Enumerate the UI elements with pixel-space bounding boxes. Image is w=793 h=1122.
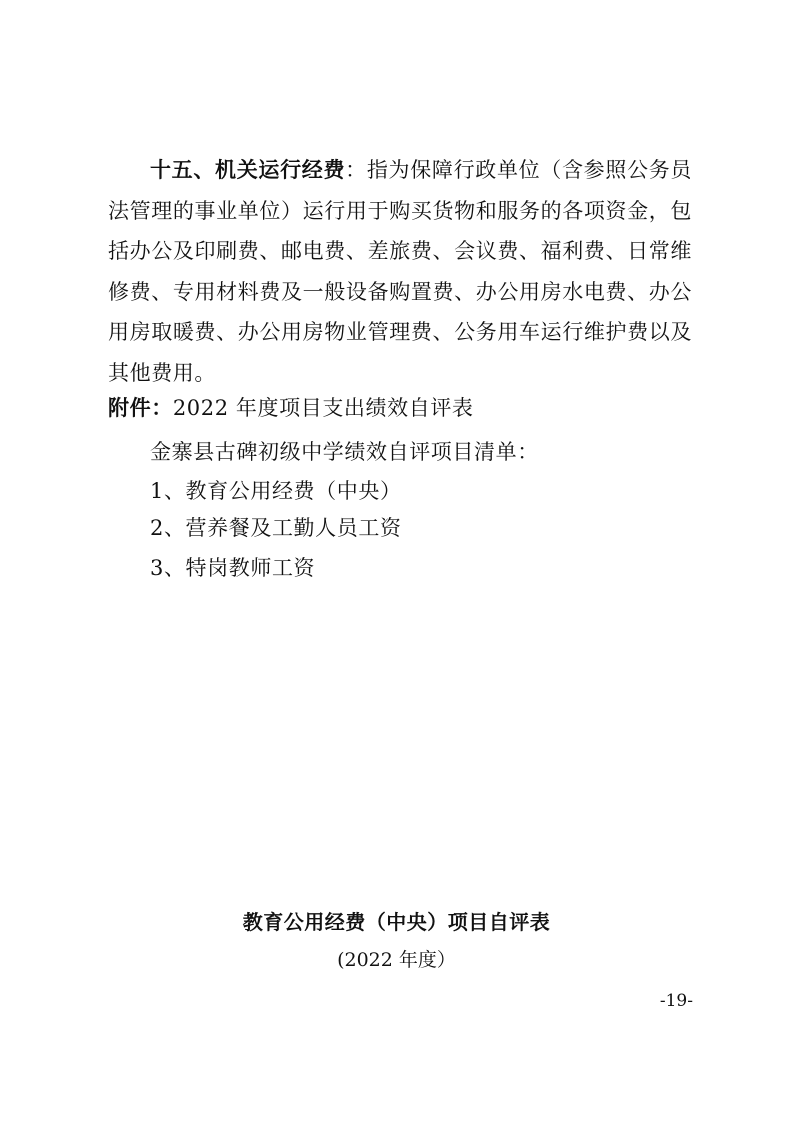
table-subtitle: (2022 年度） [337,949,456,971]
attachment-label: 附件： [108,395,173,420]
paragraph-colon: ： [345,158,367,182]
list-item: 3、特岗教师工资 [150,556,316,580]
project-list-intro: 金寨县古碑初级中学绩效自评项目清单： [150,440,539,464]
attachment-text: 2022 年度项目支出绩效自评表 [172,396,474,420]
list-item: 1、教育公用经费（中央） [150,479,402,503]
page-number: -19- [659,991,693,1011]
expense-definition-paragraph [108,150,692,393]
paragraph-heading: 十五、机关运行经费 [150,157,346,182]
list-item: 2、营养餐及工勤人员工资 [150,516,402,540]
table-title: 教育公用经费（中央）项目自评表 [242,910,551,934]
paragraph-body: 指为保障行政单位（含参照公务员法管理的事业单位）运行用于购买货物和服务的各项资金，包括办公及印刷费、邮电费、差旅费、会议费、福利费、日常维修费、专用材料费及一般设备购置费、办公用房水电费、办公用房取暖费、办公用房物业管理费、公务用车运行维护费以及其他费用。 [108,158,692,385]
attachment-line [108,393,474,423]
